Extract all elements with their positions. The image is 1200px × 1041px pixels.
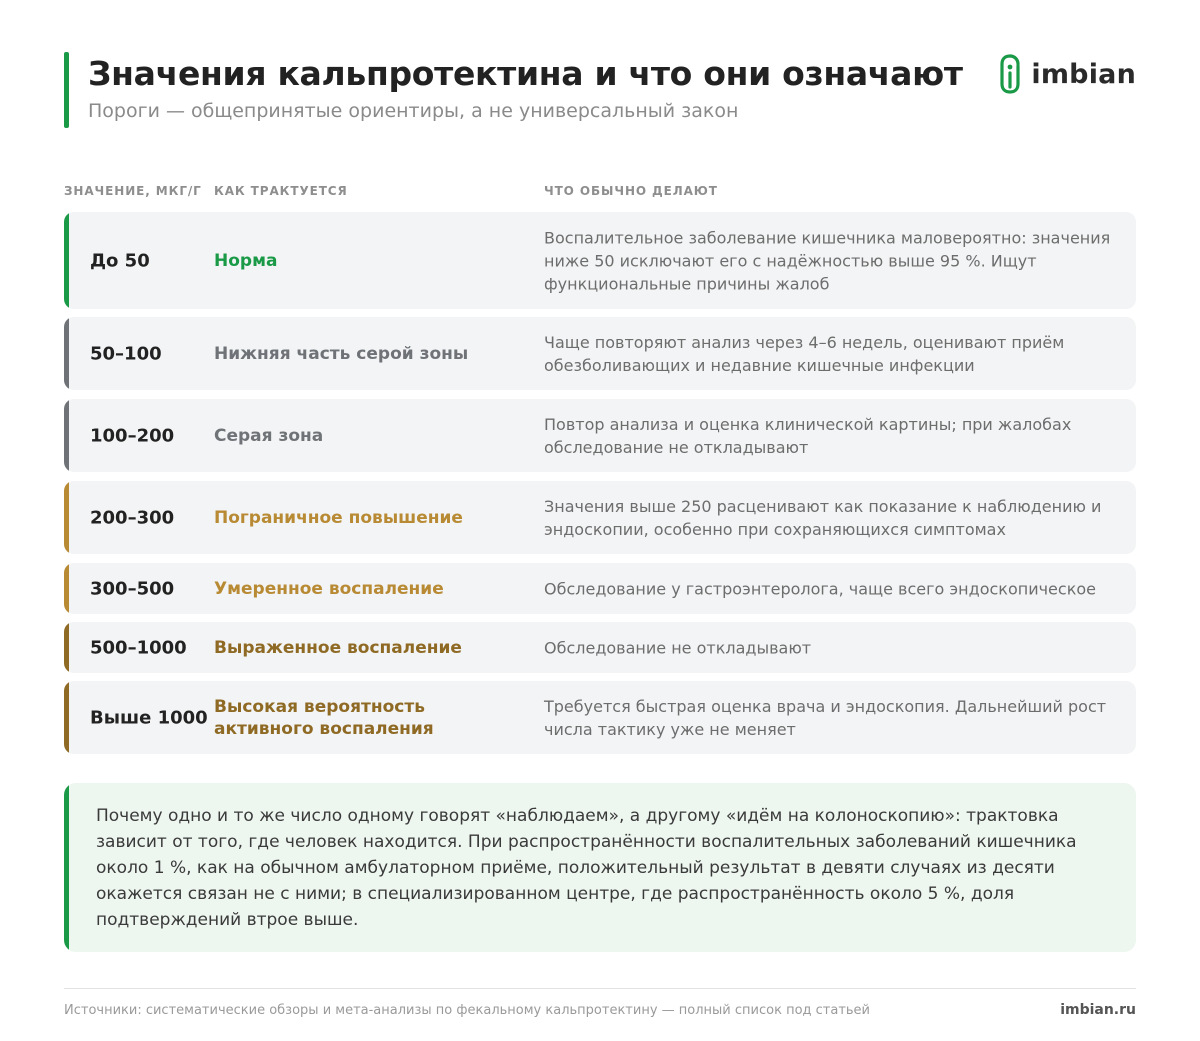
page-title: Значения кальпротектина и что они означают	[88, 54, 963, 93]
row-meaning: Нижняя часть серой зоны	[214, 343, 469, 364]
row-value: 200–300	[90, 507, 175, 528]
footer-divider	[64, 988, 1136, 989]
note-accent-bar	[64, 783, 69, 952]
footer-site-link[interactable]: imbian.ru	[1060, 1002, 1136, 1018]
explanation-note	[64, 783, 1136, 952]
row-action: Значения выше 250 расценивают как показание к наблюдению и эндоскопии, особенно при сохраняющихся симптомах	[544, 496, 1102, 539]
row-accent-bar	[64, 317, 69, 390]
table-header	[64, 182, 1136, 202]
row-meaning: Высокая вероятность активного воспаления	[214, 696, 434, 739]
row-accent-bar	[64, 481, 69, 554]
row-meaning: Норма	[214, 250, 278, 271]
row-action: Обследование у гастроэнтеролога, чаще всего эндоскопическое	[544, 579, 1096, 598]
row-accent-bar	[64, 563, 69, 614]
header-accent-bar	[64, 52, 69, 128]
column-header-meaning: КАК ТРАКТУЕТСЯ	[214, 184, 348, 198]
row-action: Повтор анализа и оценка клинической картины; при жалобах обследование не откладывают	[544, 414, 1072, 457]
row-value: 50–100	[90, 343, 162, 364]
column-header-action: ЧТО ОБЫЧНО ДЕЛАЮТ	[544, 184, 718, 198]
row-accent-bar	[64, 399, 69, 472]
brand-logo	[999, 54, 1136, 94]
table-row	[64, 481, 1136, 554]
row-accent-bar	[64, 622, 69, 673]
row-value: Выше 1000	[90, 707, 208, 728]
row-meaning: Умеренное воспаление	[214, 578, 444, 599]
row-action: Чаще повторяют анализ через 4–6 недель, оценивают приём обезболивающих и недавние кишечные инфекции	[544, 332, 1065, 375]
row-value: До 50	[90, 250, 150, 271]
row-value: 500–1000	[90, 637, 187, 658]
page-subtitle: Пороги — общепринятые ориентиры, а не универсальный закон	[88, 100, 739, 122]
table-row	[64, 212, 1136, 309]
table-row	[64, 399, 1136, 472]
note-text: Почему одно и то же число одному говорят «наблюдаем», а другому «идём на колоноскопию»: трактовка зависит от того, где человек находится. При распространённости воспалительных заболеваний кишечника около 1 %, как на обычном амбулаторном приёме, положительный результат в девяти случаях из десяти окажется связан не с ними; в специализированном центре, где распространённость около 5 %, доля подтверждений втрое выше.	[96, 806, 1077, 930]
row-action: Обследование не откладывают	[544, 638, 812, 657]
logo-wordmark: imbian	[1031, 58, 1136, 90]
column-header-value: ЗНАЧЕНИЕ, МКГ/Г	[64, 184, 202, 198]
row-action: Требуется быстрая оценка врача и эндоскопия. Дальнейший рост числа тактику уже не меняет	[544, 696, 1107, 739]
table-row	[64, 317, 1136, 390]
row-meaning: Выраженное воспаление	[214, 637, 462, 658]
row-meaning: Серая зона	[214, 425, 324, 446]
row-value: 300–500	[90, 578, 175, 599]
table-row	[64, 622, 1136, 673]
table-row	[64, 563, 1136, 614]
row-accent-bar	[64, 681, 69, 754]
row-action: Воспалительное заболевание кишечника маловероятно: значения ниже 50 исключают его с надёжностью выше 95 %. Ищут функциональные причины жалоб	[544, 228, 1111, 293]
row-accent-bar	[64, 212, 69, 309]
row-value: 100–200	[90, 425, 175, 446]
row-meaning: Пограничное повышение	[214, 507, 463, 528]
table-row	[64, 681, 1136, 754]
paperclip-i-icon	[999, 54, 1021, 94]
page-header	[64, 52, 1136, 128]
footer-sources: Источники: систематические обзоры и мета-анализы по фекальному кальпротектину — полный список под статьей	[64, 1003, 871, 1018]
